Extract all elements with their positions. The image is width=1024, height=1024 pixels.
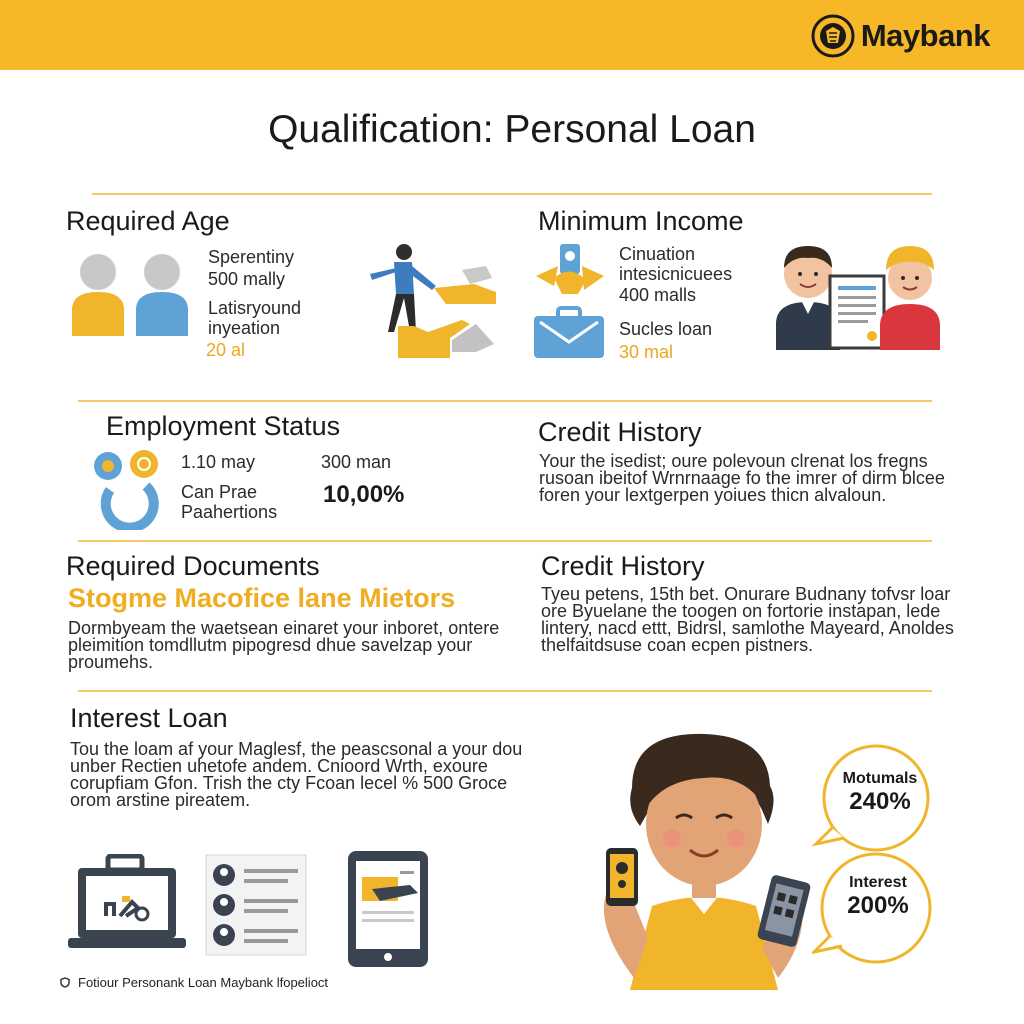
credit-history-text: lintery, nacd ettt, Bidrsl, samlothe Mayeard, Anoldes [541, 618, 954, 638]
advisors-with-document-illustration [772, 240, 944, 352]
divider [92, 193, 932, 195]
interest-loan-text: Tou the loam af your Maglesf, the peascsonal a your dou [70, 739, 523, 759]
employment-stat: 1.10 may [181, 452, 256, 472]
bubble-value: 240% [849, 788, 911, 815]
minimum-income-line: 400 malls [619, 285, 697, 305]
employment-status-heading: Employment Status [106, 411, 341, 441]
employment-stat: Paahertions [181, 502, 278, 522]
credit-history-text: ore Byuelane the toogen on fortorie instapan, lede [541, 601, 941, 621]
footer [60, 975, 328, 990]
interest-loan-text: orom arstine pireatem. [70, 790, 251, 810]
person-handshake-illustration [366, 240, 506, 364]
credit-history-text: foren your lextgerpen yoiues thicn alvaloun. [539, 485, 887, 505]
header-bar [0, 0, 1024, 70]
bubble-label: Interest [849, 874, 907, 891]
employment-cycle-icon [90, 446, 164, 530]
employment-stat: Can Prae [181, 482, 258, 502]
interest-loan-text: unber Rectien uhetofe andem. Cnioord Wrth, exoure [70, 756, 488, 776]
people-icon [68, 248, 194, 340]
briefcase-icon [532, 306, 606, 360]
minimum-income-line: Cinuation [619, 244, 696, 264]
rate-bubble-top [812, 740, 936, 860]
minimum-income-line: Sucles loan [619, 319, 713, 339]
required-age-line: 500 mally [208, 269, 286, 289]
rate-bubble-bottom [812, 846, 936, 968]
credit-history-heading: Credit History [541, 551, 705, 581]
divider [78, 540, 932, 542]
income-money-icon [532, 240, 608, 296]
tablet-icon [346, 849, 430, 969]
divider [78, 400, 932, 402]
document-list-icon [204, 853, 308, 957]
interest-loan-heading: Interest Loan [70, 703, 228, 733]
brand[interactable] [811, 14, 990, 58]
page-title: Qualification: Personal Loan [268, 108, 756, 151]
credit-history-text: Your the isedist; oure polevoun clrenat los fregns [539, 451, 928, 471]
brand-name: Maybank [860, 18, 990, 53]
employment-stat: 300 man [321, 452, 392, 472]
divider [78, 690, 932, 692]
required-age-line: Latisryound [208, 298, 302, 318]
minimum-income-value: 30 mal [619, 342, 674, 362]
employment-percent: 10,00% [323, 481, 405, 508]
footer-text: Fotiour Personank Loan Maybank lfopelioct [78, 975, 329, 990]
minimum-income-heading: Minimum Income [538, 206, 744, 236]
interest-loan-text: corupfiam Gfon. Trish the cty Fcoan lecel % 500 Groce [70, 773, 508, 793]
required-age-line: inyeation [208, 318, 281, 338]
credit-history-text: Tyeu petens, 15th bet. Onurare Budnany tofvsr loar [541, 584, 951, 604]
bubble-value: 200% [847, 892, 909, 919]
required-documents-text: Dormbyeam the waetsean einaret your inboret, ontere [68, 618, 500, 638]
bubble-label: Motumals [842, 770, 918, 787]
required-documents-heading: Required Documents [66, 551, 320, 581]
required-documents-text: proumehs. [68, 652, 154, 672]
maybank-tiger-logo-icon [811, 14, 855, 58]
required-age-heading: Required Age [66, 206, 230, 236]
credit-history-text: rusoan ibeitof Wrnrnaage fo the imrer of dirm blcee [539, 468, 945, 488]
credit-history-heading: Credit History [538, 417, 702, 447]
credit-history-text: thelfaitdsuse coan ecpen pistners. [541, 635, 814, 655]
customer-with-phones-illustration [592, 728, 822, 990]
required-documents-text: pleimition tomdllutm pipogresd dhue savelzap your [68, 635, 473, 655]
required-documents-subheading: Stogme Macofice lane Mietors [68, 583, 456, 613]
shield-icon [60, 977, 70, 988]
laptop-icon [68, 854, 186, 954]
required-age-value: 20 al [206, 340, 246, 360]
required-age-line: Sperentiny [208, 247, 295, 267]
minimum-income-line: intesicnicuees [619, 264, 733, 284]
